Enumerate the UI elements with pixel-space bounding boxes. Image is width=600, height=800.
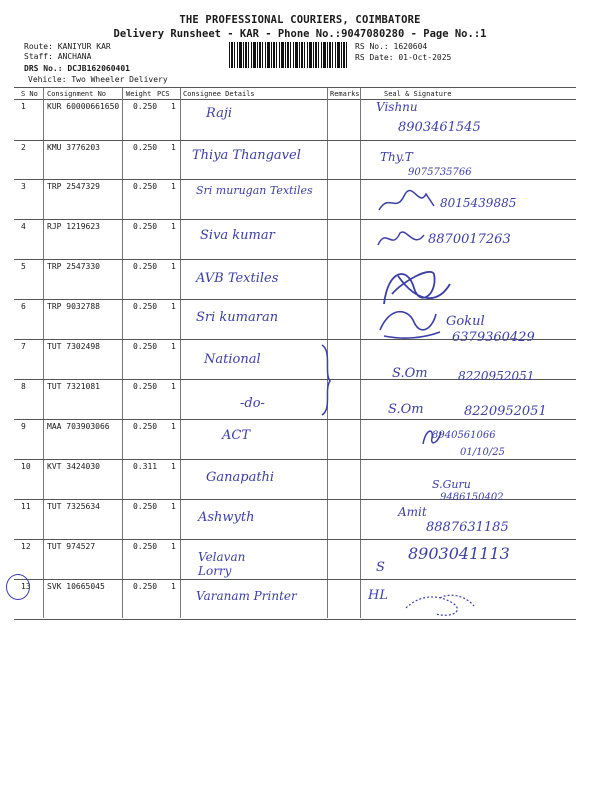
signature-handwritten: Vishnu (376, 100, 418, 114)
row-consignment-no: TUT 974527 (47, 542, 96, 551)
signature-scribble (400, 588, 480, 622)
row-consignment-no: TUT 7321081 (47, 382, 100, 391)
signature-scribble (374, 300, 444, 342)
row-weight: 0.250 (133, 262, 158, 271)
row-sno: 9 (21, 422, 26, 431)
signature-handwritten: S.Om (392, 366, 428, 381)
rs-date: RS Date: 01-Oct-2025 (355, 53, 452, 62)
row-sno: 11 (21, 502, 31, 511)
row-pcs: 1 (171, 182, 176, 191)
row-pcs: 1 (171, 462, 176, 471)
rs-number: RS No.: 1620604 (355, 42, 428, 51)
row-consignment-no: KMU 3776203 (47, 143, 100, 152)
consignee-handwritten: Velavan Lorry (198, 550, 246, 578)
row-weight: 0.250 (133, 582, 158, 591)
row-sno: 4 (21, 222, 26, 231)
route-label: Route: KANIYUR KAR (24, 42, 111, 51)
signature-handwritten: HL (368, 588, 388, 603)
row-weight: 0.250 (133, 143, 158, 152)
col-remarks: Remarks (330, 90, 360, 98)
row-sno: 1 (21, 102, 26, 111)
barcode (229, 42, 349, 68)
row-weight: 0.311 (133, 462, 158, 471)
phone-handwritten: 8903041113 (408, 544, 510, 563)
row-consignment-no: RJP 1219623 (47, 222, 100, 231)
row-weight: 0.250 (133, 382, 158, 391)
signature-scribble (374, 225, 434, 253)
row-sno: 7 (21, 342, 26, 351)
consignee-handwritten: Raji (206, 106, 233, 121)
consignee-handwritten: -do- (240, 396, 265, 411)
row-consignment-no: KVT 3424030 (47, 462, 100, 471)
row-pcs: 1 (171, 542, 176, 551)
phone-handwritten: 8220952051 (458, 369, 535, 383)
row-separator (14, 299, 576, 300)
signature-handwritten: Gokul (446, 314, 485, 329)
consignee-handwritten: Ashwyth (198, 510, 255, 525)
runsheet-subtitle: Delivery Runsheet - KAR - Phone No.:9047080280 - Page No.:1 (113, 28, 487, 40)
consignee-handwritten: Ganapathi (206, 470, 275, 485)
consignee-handwritten: Siva kumar (200, 228, 275, 243)
ditto-brace (318, 343, 336, 418)
consignee-handwritten: Sri kumaran (196, 310, 279, 325)
row-separator (14, 140, 576, 141)
row-pcs: 1 (171, 143, 176, 152)
consignee-handwritten: Varanam Printer (196, 589, 297, 603)
phone-handwritten: 8870017263 (428, 232, 511, 247)
col-pcs: PCS (157, 90, 170, 98)
row-separator (14, 419, 576, 420)
row-weight: 0.250 (133, 302, 158, 311)
row-sno: 3 (21, 182, 26, 191)
phone-handwritten: 9075735766 (408, 167, 472, 178)
row-weight: 0.250 (133, 422, 158, 431)
row-consignment-no: TRP 2547330 (47, 262, 100, 271)
row-separator (14, 539, 576, 540)
row-separator (14, 179, 576, 180)
row-sno: 2 (21, 143, 26, 152)
phone-handwritten: 01/10/25 (460, 447, 505, 458)
signature-handwritten: S.Guru (432, 478, 471, 491)
consignee-handwritten: National (204, 352, 261, 367)
row-sno: 5 (21, 262, 26, 271)
signature-handwritten: 8940561066 (432, 430, 496, 441)
row-sno: 13 (21, 582, 31, 591)
row-sno: 8 (21, 382, 26, 391)
row-consignment-no: TRP 9032788 (47, 302, 100, 311)
consignee-handwritten: ACT (222, 428, 251, 443)
row-consignment-no: MAA 703903066 (47, 422, 110, 431)
consignee-handwritten: Thiya Thangavel (192, 148, 301, 163)
row-pcs: 1 (171, 422, 176, 431)
consignee-handwritten: Sri murugan Textiles (196, 184, 313, 197)
row-sno: 10 (21, 462, 31, 471)
row-pcs: 1 (171, 342, 176, 351)
row-13-circle-mark (6, 574, 30, 600)
row-pcs: 1 (171, 102, 176, 111)
col-sno: S No (21, 90, 38, 98)
phone-handwritten: 6379360429 (452, 330, 535, 345)
col-weight: Weight (126, 90, 152, 98)
row-pcs: 1 (171, 502, 176, 511)
row-pcs: 1 (171, 262, 176, 271)
row-sno: 6 (21, 302, 26, 311)
row-pcs: 1 (171, 582, 176, 591)
phone-handwritten: 8220952051 (464, 404, 547, 419)
row-weight: 0.250 (133, 222, 158, 231)
row-pcs: 1 (171, 222, 176, 231)
drs-label: DRS No.: DCJB162060401 (24, 64, 130, 73)
row-weight: 0.250 (133, 102, 158, 111)
table-header-rule (14, 99, 576, 100)
phone-handwritten: 9486150402 (440, 492, 504, 503)
row-sno: 12 (21, 542, 31, 551)
phone-handwritten: 8015439885 (440, 196, 517, 210)
signature-handwritten: Amit (398, 505, 427, 519)
table-top-rule (14, 87, 576, 88)
row-weight: 0.250 (133, 542, 158, 551)
vehicle-label: Vehicle: Two Wheeler Delivery (28, 75, 168, 84)
row-separator (14, 459, 576, 460)
row-consignment-no: TRP 2547329 (47, 182, 100, 191)
staff-label: Staff: ANCHANA (24, 52, 92, 61)
row-consignment-no: TUT 7302498 (47, 342, 100, 351)
row-weight: 0.250 (133, 342, 158, 351)
row-separator (14, 219, 576, 220)
row-separator (14, 259, 576, 260)
phone-handwritten: 8903461545 (398, 120, 481, 135)
row-weight: 0.250 (133, 182, 158, 191)
row-pcs: 1 (171, 382, 176, 391)
col-consignment: Consignment No (47, 90, 107, 98)
phone-handwritten: 8887631185 (426, 520, 509, 535)
row-weight: 0.250 (133, 502, 158, 511)
signature-handwritten: S.Om (388, 402, 424, 417)
row-pcs: 1 (171, 302, 176, 311)
row-consignment-no: KUR 60000661650 (47, 102, 120, 111)
company-title: THE PROFESSIONAL COURIERS, COIMBATORE (179, 14, 421, 26)
signature-scribble (374, 188, 444, 218)
row-separator (14, 579, 576, 580)
col-signature: Seal & Signature (384, 90, 452, 98)
col-consignee: Consignee Details (183, 90, 255, 98)
signature-scribble (420, 424, 444, 448)
consignee-handwritten: AVB Textiles (196, 271, 279, 286)
row-consignment-no: TUT 7325634 (47, 502, 100, 511)
signature-handwritten: S (376, 560, 385, 575)
row-consignment-no: SVK 10665045 (47, 582, 105, 591)
row-separator (14, 619, 576, 620)
signature-handwritten: Thy.T (380, 150, 413, 164)
